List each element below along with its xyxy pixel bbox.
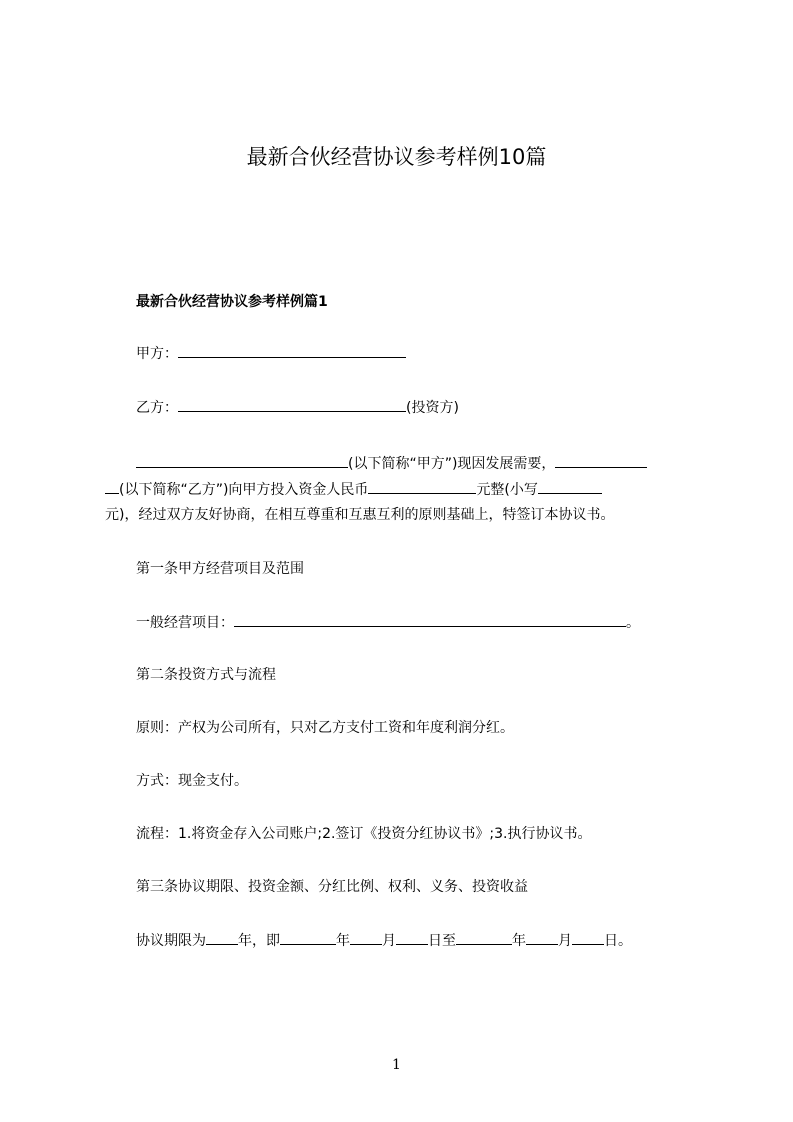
term-years-blank [206, 930, 238, 945]
party-b-name-blank [555, 453, 647, 468]
term-text-2: 年，即 [238, 933, 280, 949]
party-b-label: 乙方： [136, 400, 178, 416]
party-a-blank [178, 343, 406, 358]
term-text-5: 日至 [428, 933, 456, 949]
document-title: 最新合伙经营协议参考样例10篇 [246, 145, 547, 169]
term-line [136, 930, 716, 952]
article-2-heading: 第二条投资方式与流程 [136, 667, 276, 683]
end-month-blank [526, 930, 558, 945]
intro-paragraph [105, 452, 705, 529]
term-text-4: 月 [382, 933, 396, 949]
intro-text-1: (以下简称“甲方”)现因发展需要， [348, 456, 556, 472]
start-month-blank [350, 930, 382, 945]
method-text: 方式：现金支付。 [136, 773, 248, 789]
party-b-blank [178, 397, 406, 412]
party-a-name-blank [136, 453, 348, 468]
intro-row-2 [105, 478, 705, 504]
term-text-8: 日。 [604, 933, 632, 949]
party-a-line [136, 343, 716, 365]
intro-text-2: (以下简称“乙方”)向甲方投入资金人民币 [119, 481, 369, 498]
party-b-line [136, 397, 716, 419]
business-scope-line [136, 612, 716, 634]
term-text-7: 月 [558, 933, 572, 949]
business-scope-end: 。 [626, 615, 640, 631]
party-a-label: 甲方： [136, 346, 178, 362]
term-text-3: 年 [336, 933, 350, 949]
intro-text-3: 元整(小写 [476, 481, 538, 498]
amount-lower-blank [538, 479, 602, 494]
term-text-6: 年 [512, 933, 526, 949]
term-text-1: 协议期限为 [136, 933, 206, 949]
business-scope-label: 一般经营项目： [136, 615, 234, 631]
business-scope-blank [234, 612, 626, 627]
end-day-blank [572, 930, 604, 945]
intro-row-3 [105, 503, 705, 529]
article-1-heading: 第一条甲方经营项目及范围 [136, 561, 304, 577]
page-number: 1 [392, 1057, 401, 1073]
intro-row-1 [105, 452, 705, 478]
amount-blank [368, 479, 476, 494]
start-year-blank [280, 930, 336, 945]
party-b-name-blank-cont [105, 479, 119, 494]
process-text: 流程：1.将资金存入公司账户;2.签订《投资分红协议书》;3.执行协议书。 [136, 826, 592, 842]
principle-text: 原则：产权为公司所有，只对乙方支付工资和年度利润分红。 [136, 720, 514, 736]
start-day-blank [396, 930, 428, 945]
party-b-suffix: (投资方) [406, 400, 459, 416]
end-year-blank [456, 930, 512, 945]
article-3-heading: 第三条协议期限、投资金额、分红比例、权利、义务、投资收益 [136, 879, 528, 895]
section-heading: 最新合伙经营协议参考样例篇1 [136, 294, 328, 310]
intro-text-4: 元)，经过双方友好协商，在相互尊重和互惠互利的原则基础上，特签订本协议书。 [105, 507, 615, 523]
